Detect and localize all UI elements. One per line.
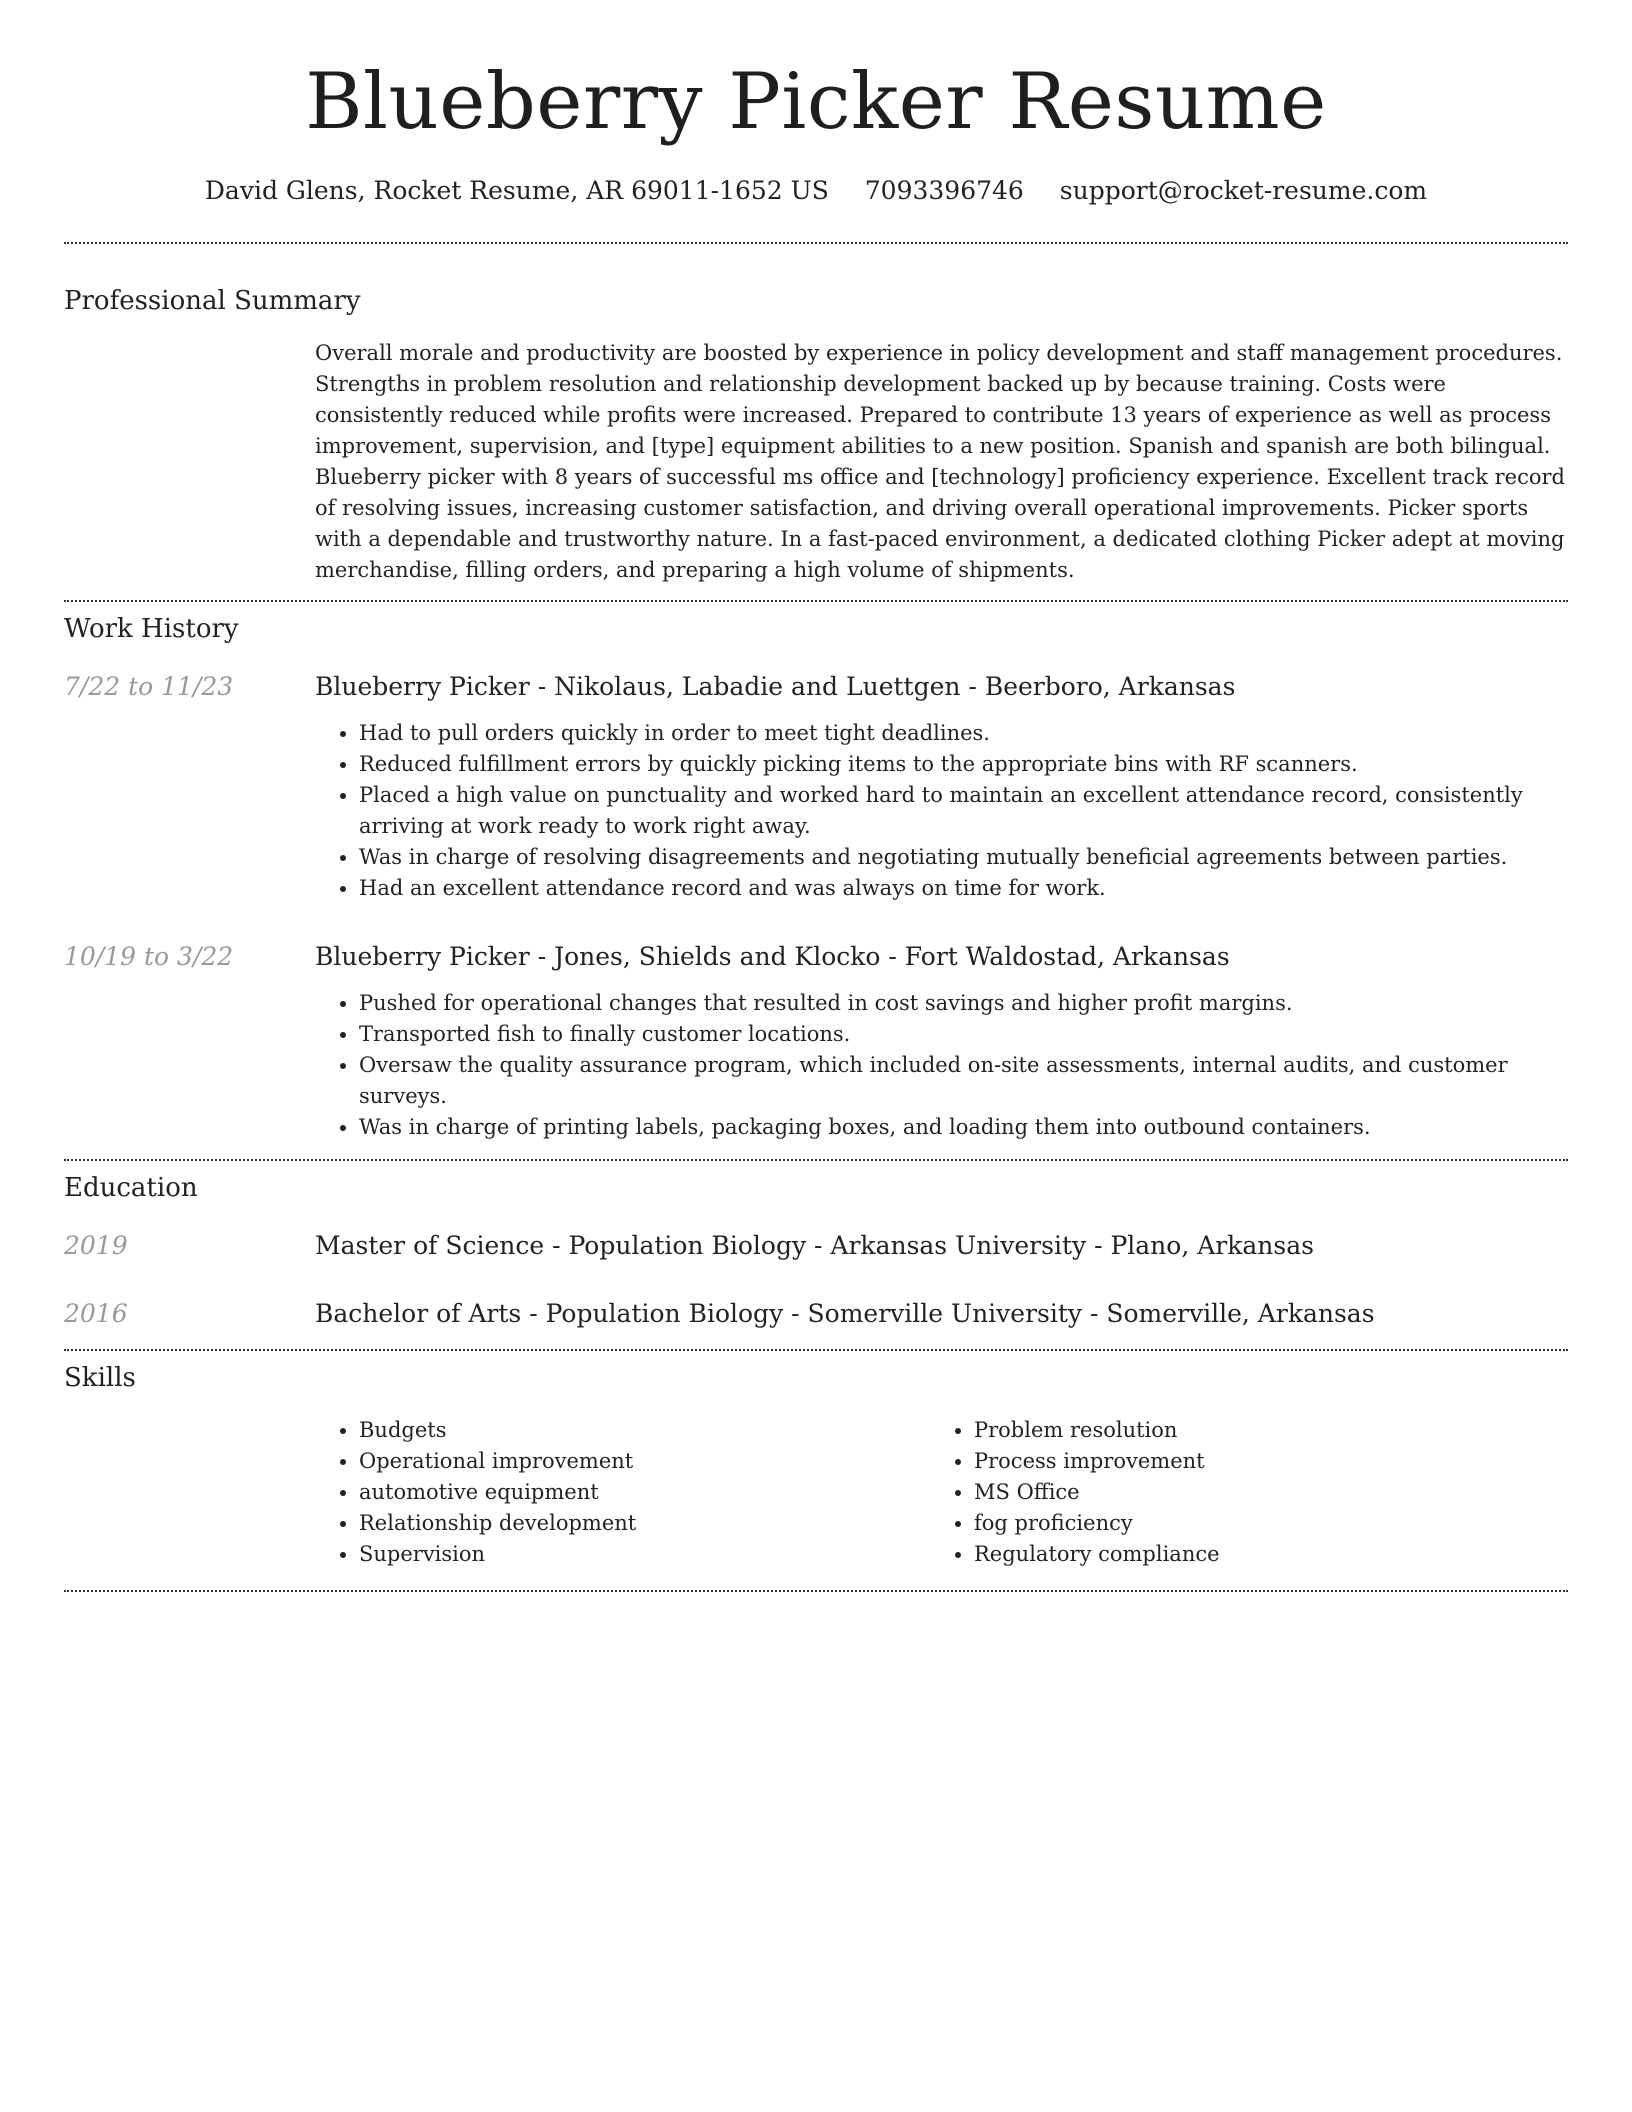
contact-email: support@rocket-resume.com [1059, 176, 1428, 205]
job-bullets [315, 988, 1568, 1143]
list-item: • Placed a high value on punctuality and worked hard to maintain an excellent attendance record, consistently arriving at work ready to work right away. [359, 780, 1568, 842]
list-item: • fog proficiency [974, 1508, 1545, 1539]
job-title: Blueberry Picker - Jones, Shields and Klocko - Fort Waldostad, Arkansas [315, 942, 1230, 971]
skills-list [315, 1415, 1568, 1570]
list-item: • automotive equipment [359, 1477, 930, 1508]
skills-column-right [930, 1415, 1545, 1570]
list-item: • MS Office [974, 1477, 1545, 1508]
list-item: • Had an excellent attendance record and was always on time for work. [359, 873, 1568, 904]
job-dates: 10/19 to 3/22 [64, 942, 234, 971]
education-section [64, 1161, 1568, 1331]
contact-phone: 7093396746 [864, 176, 1024, 205]
list-item: • Budgets [359, 1415, 930, 1446]
education-entry [64, 1229, 1568, 1263]
job-dates: 7/22 to 11/23 [64, 672, 234, 701]
list-item: • Was in charge of resolving disagreements and negotiating mutually beneficial agreements between parties. [359, 842, 1568, 873]
skills-section [64, 1351, 1568, 1570]
contact-line [64, 174, 1568, 208]
contact-address: David Glens, Rocket Resume, AR 69011-1652 US [204, 176, 829, 205]
resume-title: Blueberry Picker Resume [305, 57, 1327, 147]
list-item: • Regulatory compliance [974, 1539, 1545, 1570]
education-degree: Master of Science - Population Biology - Arkansas University - Plano, Arkansas [315, 1231, 1314, 1260]
job-entry [64, 940, 1568, 1143]
education-heading: Education [64, 1173, 198, 1203]
skills-divider [64, 1590, 1568, 1592]
list-item: • Was in charge of printing labels, packaging boxes, and loading them into outbound containers. [359, 1112, 1568, 1143]
skills-column-left [315, 1415, 930, 1570]
job-bullets [315, 718, 1568, 904]
list-item: • Reduced fulfillment errors by quickly picking items to the appropriate bins with RF scanners. [359, 749, 1568, 780]
education-year: 2019 [64, 1231, 128, 1260]
summary-heading: Professional Summary [64, 286, 361, 316]
list-item: • Transported fish to finally customer locations. [359, 1019, 1568, 1050]
skills-heading: Skills [64, 1363, 136, 1393]
education-degree: Bachelor of Arts - Population Biology - Somerville University - Somerville, Arkansas [315, 1299, 1375, 1328]
list-item: • Oversaw the quality assurance program, which included on-site assessments, internal audits, and customer surveys. [359, 1050, 1568, 1112]
summary-text: Overall morale and productivity are boosted by experience in policy development and staff management procedures. Strengths in problem resolution and relationship development backed up by because training. Costs were consistently reduced while profits were increased. Prepared to contribute 13 years of experience as well as process improvement, supervision, and [type] equipment abilities to a new position. Spanish and spanish are both bilingual. Blueberry picker with 8 years of successful ms office and [technology] proficiency experience. Excellent track record of resolving issues, increasing customer satisfaction, and driving overall operational improvements. Picker sports with a dependable and trustworthy nature. In a fast-paced environment, a dedicated clothing Picker adept at moving merchandise, filling orders, and preparing a high volume of shipments. [315, 341, 1565, 582]
list-item: • Supervision [359, 1539, 930, 1570]
list-item: • Process improvement [974, 1446, 1545, 1477]
list-item: • Problem resolution [974, 1415, 1545, 1446]
job-entry [64, 670, 1568, 904]
summary-section [64, 244, 1568, 586]
education-entry [64, 1297, 1568, 1331]
list-item: • Pushed for operational changes that resulted in cost savings and higher profit margins. [359, 988, 1568, 1019]
job-title: Blueberry Picker - Nikolaus, Labadie and Luettgen - Beerboro, Arkansas [315, 672, 1236, 701]
work-history-heading: Work History [64, 614, 239, 644]
work-history-section [64, 602, 1568, 1143]
education-year: 2016 [64, 1299, 128, 1328]
list-item: • Had to pull orders quickly in order to meet tight deadlines. [359, 718, 1568, 749]
list-item: • Relationship development [359, 1508, 930, 1539]
list-item: • Operational improvement [359, 1446, 930, 1477]
